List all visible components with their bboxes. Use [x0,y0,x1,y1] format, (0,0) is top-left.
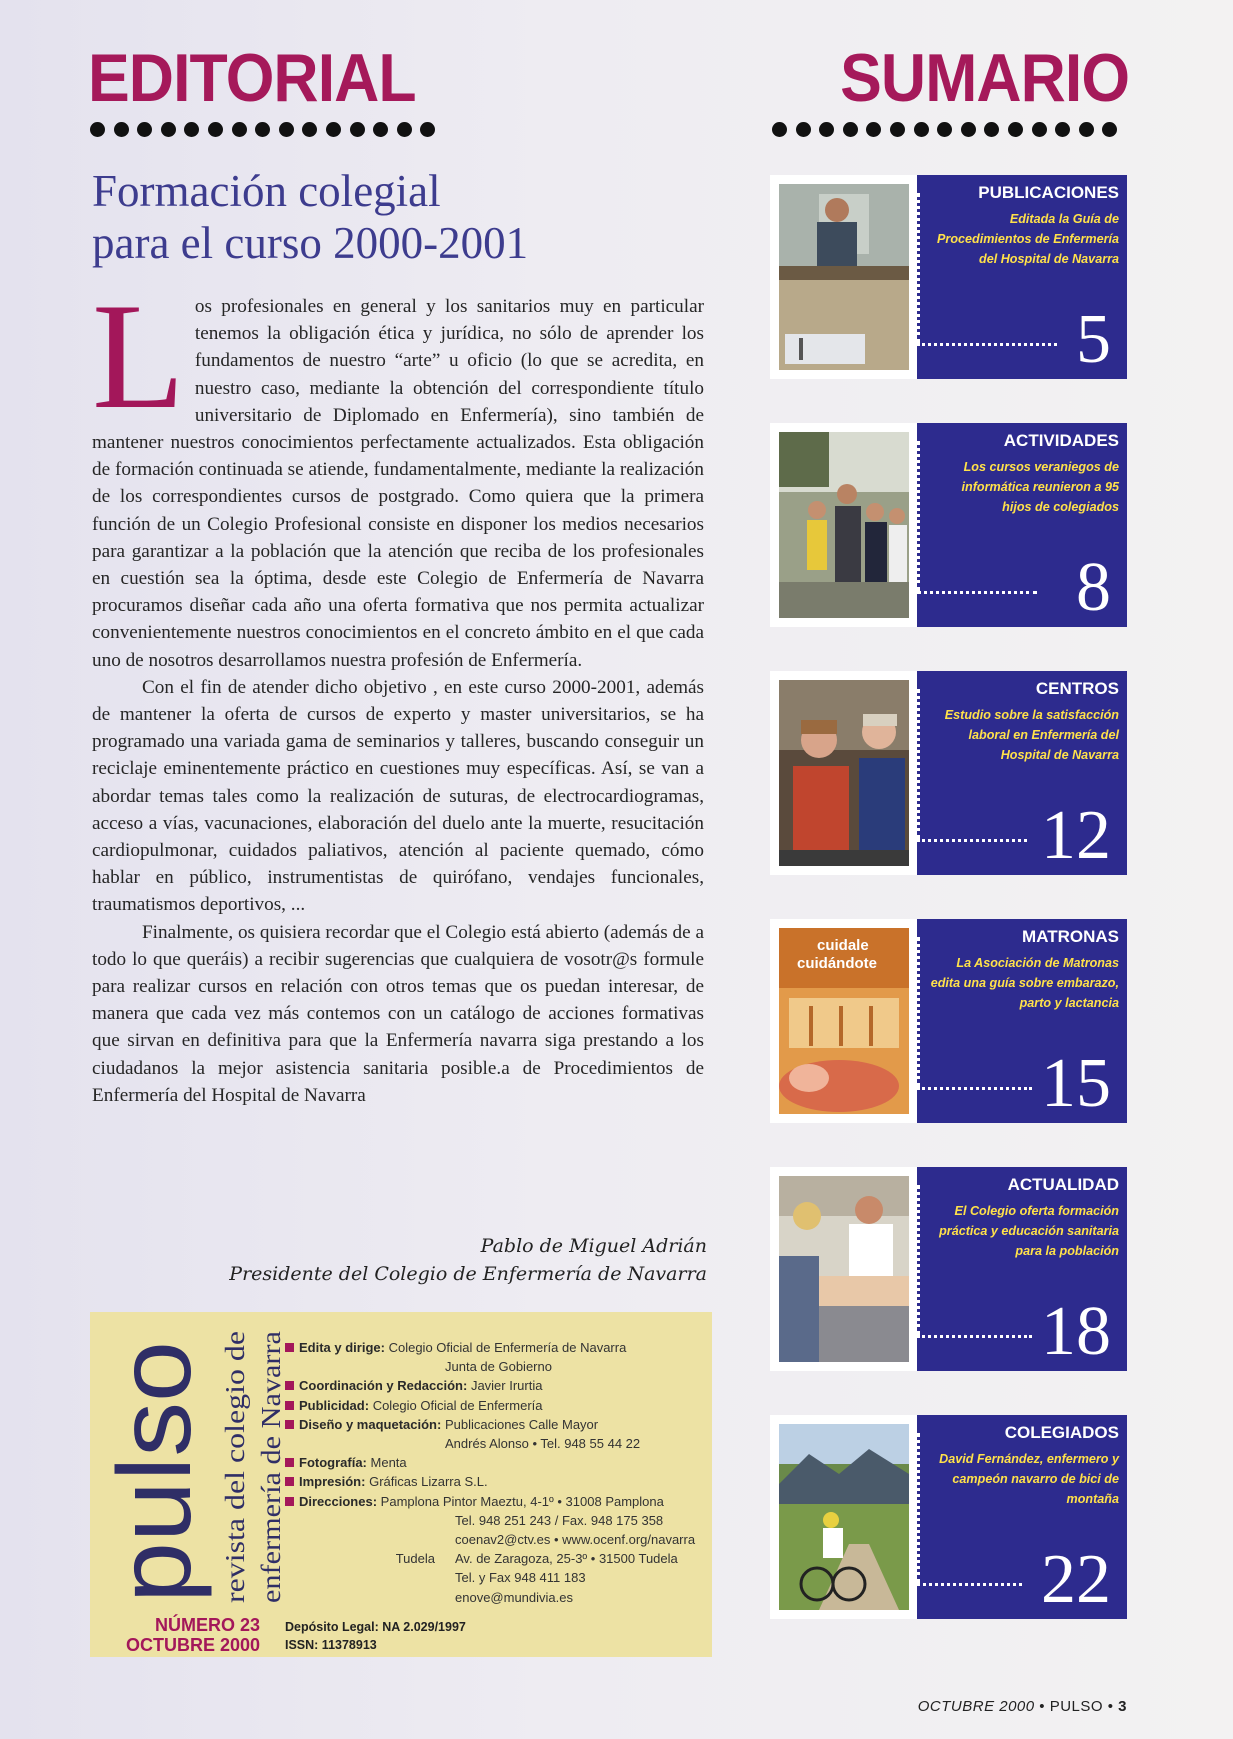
rule-dot [350,122,365,137]
credits-list [285,1338,705,1607]
svg-text:cuidale: cuidale [817,937,869,954]
toc-item-colegiados[interactable] [770,1415,1127,1619]
rule-dot [1055,122,1070,137]
footer-publication: PULSO [1049,1698,1104,1715]
toc-photo-two-women [779,680,909,866]
rule-dot [1102,122,1117,137]
toc-description: Los cursos veraniegos de informática reunieron a 95 hijos de colegiados [961,460,1119,514]
credit-fotografia: Fotografía: Menta [285,1453,705,1472]
rule-dot [866,122,881,137]
toc-item-publicaciones[interactable] [770,175,1127,379]
signature-title: Presidente del Colegio de Enfermería de Navarra [229,1263,707,1285]
subtitle-line-2: enfermería de Navarra [256,1360,286,1603]
toc-page-number: 22 [1041,1541,1111,1618]
toc-photo-cpr-training [779,1176,909,1362]
rule-dot [373,122,388,137]
toc-page-number: 8 [1076,549,1111,626]
toc-description: Estudio sobre la satisfacción laboral en Enfermería del Hospital de Navarra [944,708,1119,762]
toc-panel [917,423,1127,627]
signature-name: Pablo de Miguel Adrián [480,1235,707,1257]
toc-panel [917,1167,1127,1371]
rule-dot [161,122,176,137]
rule-dot [208,122,223,137]
rule-dot [302,122,317,137]
toc-section-label: ACTIVIDADES [1003,431,1119,450]
toc-panel [917,671,1127,875]
pulso-logo-text: pulso [97,1354,213,1603]
toc-description: Editada la Guía de Procedimientos de Enfermería del Hospital de Navarra [937,212,1119,266]
rule-dot [1008,122,1023,137]
toc-section-label: ACTUALIDAD [1007,1175,1119,1194]
toc-page-number: 15 [1041,1045,1111,1122]
subtitle-line-1: revista del colegio de [220,1372,250,1603]
credit-tudela: Tudela Av. de Zaragoza, 25-3º • 31500 Tudela [395,1551,678,1567]
rule-dot [984,122,999,137]
footer-page-number: 3 [1118,1698,1127,1715]
rule-dot [890,122,905,137]
article-headline [92,165,712,269]
credit-tudela-2: Tel. y Fax 948 411 183 [455,1570,586,1586]
legal-info [285,1618,585,1654]
credit-tudela-3: enove@mundivia.es [455,1589,573,1605]
credit-publicidad: Publicidad: Colegio Oficial de Enfermería [285,1396,705,1415]
paragraph-1-text: os profesionales en general y los sanitarios muy en particular tenemos la obligación ética y jurídica, no sólo de aprender los fundamentos de nuestro “arte” u oficio (lo que se acredita, en nuestro caso, mediante la obtención del correspondiente título universitario de Diplomado en Enfermería), sino también de mantener nuestros conocimientos perfectamente actualizados. Esta obligación de formación continuada se atiende, fundamentalmente, mediante la realización de los correspondientes cursos de postgrado. Como quiera que la primera función de un Colegio Profesional consiste en disponer los medios necesarios para garantizar a la población que la atención que reciba de los profesionales en cuestión sea la óptima, desde este Colegio de Enfermería de Navarra procuramos diseñar cada año una oferta formativa que nos permita actualizar convenientemente nuestros conocimientos en el concreto ámbito en el que cada uno de nosotros desarrollamos nuestra profesión de Enfermería. [92,296,704,671]
credit-coordinacion: Coordinación y Redacción: Javier Irurtia [285,1376,705,1395]
toc-item-actualidad[interactable] [770,1167,1127,1371]
rule-dot [961,122,976,137]
credit-edita-2: Junta de Gobierno [445,1359,552,1375]
issue-number: NÚMERO 23 [154,1615,260,1635]
svg-text:cuidándote: cuidándote [797,955,878,972]
rule-dot [137,122,152,137]
magazine-subtitle [210,1325,290,1605]
credit-direcciones-2: Tel. 948 251 243 / Fax. 948 175 358 [455,1512,664,1528]
toc-page-number: 12 [1041,797,1111,874]
toc-page-number: 5 [1076,301,1111,378]
article-paragraph-2: Con el fin de atender dicho objetivo , en este curso 2000-2001, además de mantener la oferta de cursos de experto y master universitarios, se ha programado una variada gama de seminarios y talleres, buscando conseguir un reciclaje eminentemente práctico en cuestiones muy específicas. Así, se van a abordar temas tales como la realización de suturas, de electrocardiogramas, acceso a vías, vacunaciones, elaboración del duelo ante la muerte, resucitación cardiopulmonar, cuidados paliativos, atención al paciente quemado, cómo hablar en público, instrumentistas de quirófano, vendajes funcionales, traumatismos deportivos, ... [92,676,704,916]
rule-dot [114,122,129,137]
credit-diseno-2: Andrés Alonso • Tel. 948 55 44 22 [445,1436,641,1452]
issue-date: OCTUBRE 2000 [125,1635,260,1655]
rule-dot [420,122,435,137]
rule-dot [326,122,341,137]
toc-description: El Colegio oferta formación práctica y educación sanitaria para la población [939,1204,1119,1258]
issn: ISSN: 11378913 [285,1638,377,1652]
toc-panel [917,1415,1127,1619]
rule-dot [90,122,105,137]
sumario-section-title: SUMARIO [840,40,1129,116]
credit-diseno: Diseño y maquetación: Publicaciones Calle Mayor [285,1415,705,1434]
pulso-logo [97,1335,213,1605]
rule-dot [1079,122,1094,137]
rule-dot [843,122,858,137]
rule-dot [397,122,412,137]
toc-photo-booklet-cover [779,928,909,1114]
toc-photo-conference [779,184,909,370]
headline-line-1: Formación colegial [92,166,441,216]
toc-panel [917,175,1127,379]
page-footer: OCTUBRE 2000 • PULSO • 3 [917,1698,1127,1715]
toc-item-matronas[interactable] [770,919,1127,1123]
toc-photo-mountain-biker [779,1424,909,1610]
editorial-section-title: EDITORIAL [88,40,416,116]
toc-section-label: CENTROS [1035,679,1119,698]
article-paragraph-3: Finalmente, os quisiera recordar que el Colegio está abierto (además de a todo lo que queráis) a recibir sugerencias que cualquiera de vosotr@s formule para realizar cursos en relación con otros temas que os puedan interesar, de manera que cada vez más contemos con un catálogo de acciones formativas que sirvan en definitiva para que la Enfermería navarra siga prestando a los ciudadanos la mejor asistencia sanitaria posible.a de Procedimientos de Enfermería del Hospital de Navarra [92,921,704,1106]
credit-direcciones: Direcciones: Pamplona Pintor Maeztu, 4-1º • 31008 Pamplona [285,1492,705,1511]
rule-dot [1032,122,1047,137]
rule-dot [819,122,834,137]
toc-photo-group [779,432,909,618]
headline-line-2: para el curso 2000-2001 [92,218,529,268]
rule-dot [772,122,787,137]
rule-dot [232,122,247,137]
toc-page-number: 18 [1041,1293,1111,1370]
toc-section-label: MATRONAS [1022,927,1119,946]
credit-direcciones-3: coenav2@ctv.es • www.ocenf.org/navarra [455,1532,696,1548]
rule-dot [937,122,952,137]
signature-block [229,1232,707,1288]
toc-item-actividades[interactable] [770,423,1127,627]
rule-dot [279,122,294,137]
article-body [92,272,704,1109]
sumario-dot-rule [772,122,1117,137]
toc-item-centros[interactable] [770,671,1127,875]
toc-description: David Fernández, enfermero y campeón navarro de bici de montaña [939,1452,1119,1506]
toc-section-label: COLEGIADOS [1004,1423,1119,1442]
rule-dot [914,122,929,137]
rule-dot [796,122,811,137]
credit-impresion: Impresión: Gráficas Lizarra S.L. [285,1472,705,1491]
credit-edita: Edita y dirige: Colegio Oficial de Enfermería de Navarra [285,1338,705,1357]
article-paragraph-1 [92,272,704,674]
deposito-legal: Depósito Legal: NA 2.029/1997 [285,1620,466,1634]
toc-section-label: PUBLICACIONES [978,183,1119,202]
rule-dot [184,122,199,137]
toc-description: La Asociación de Matronas edita una guía sobre embarazo, parto y lactancia [930,956,1119,1010]
toc-panel [917,919,1127,1123]
footer-date: OCTUBRE 2000 [917,1698,1035,1715]
editorial-dot-rule [90,122,435,137]
rule-dot [255,122,270,137]
issue-info [120,1615,260,1655]
drop-cap: L [92,272,185,440]
